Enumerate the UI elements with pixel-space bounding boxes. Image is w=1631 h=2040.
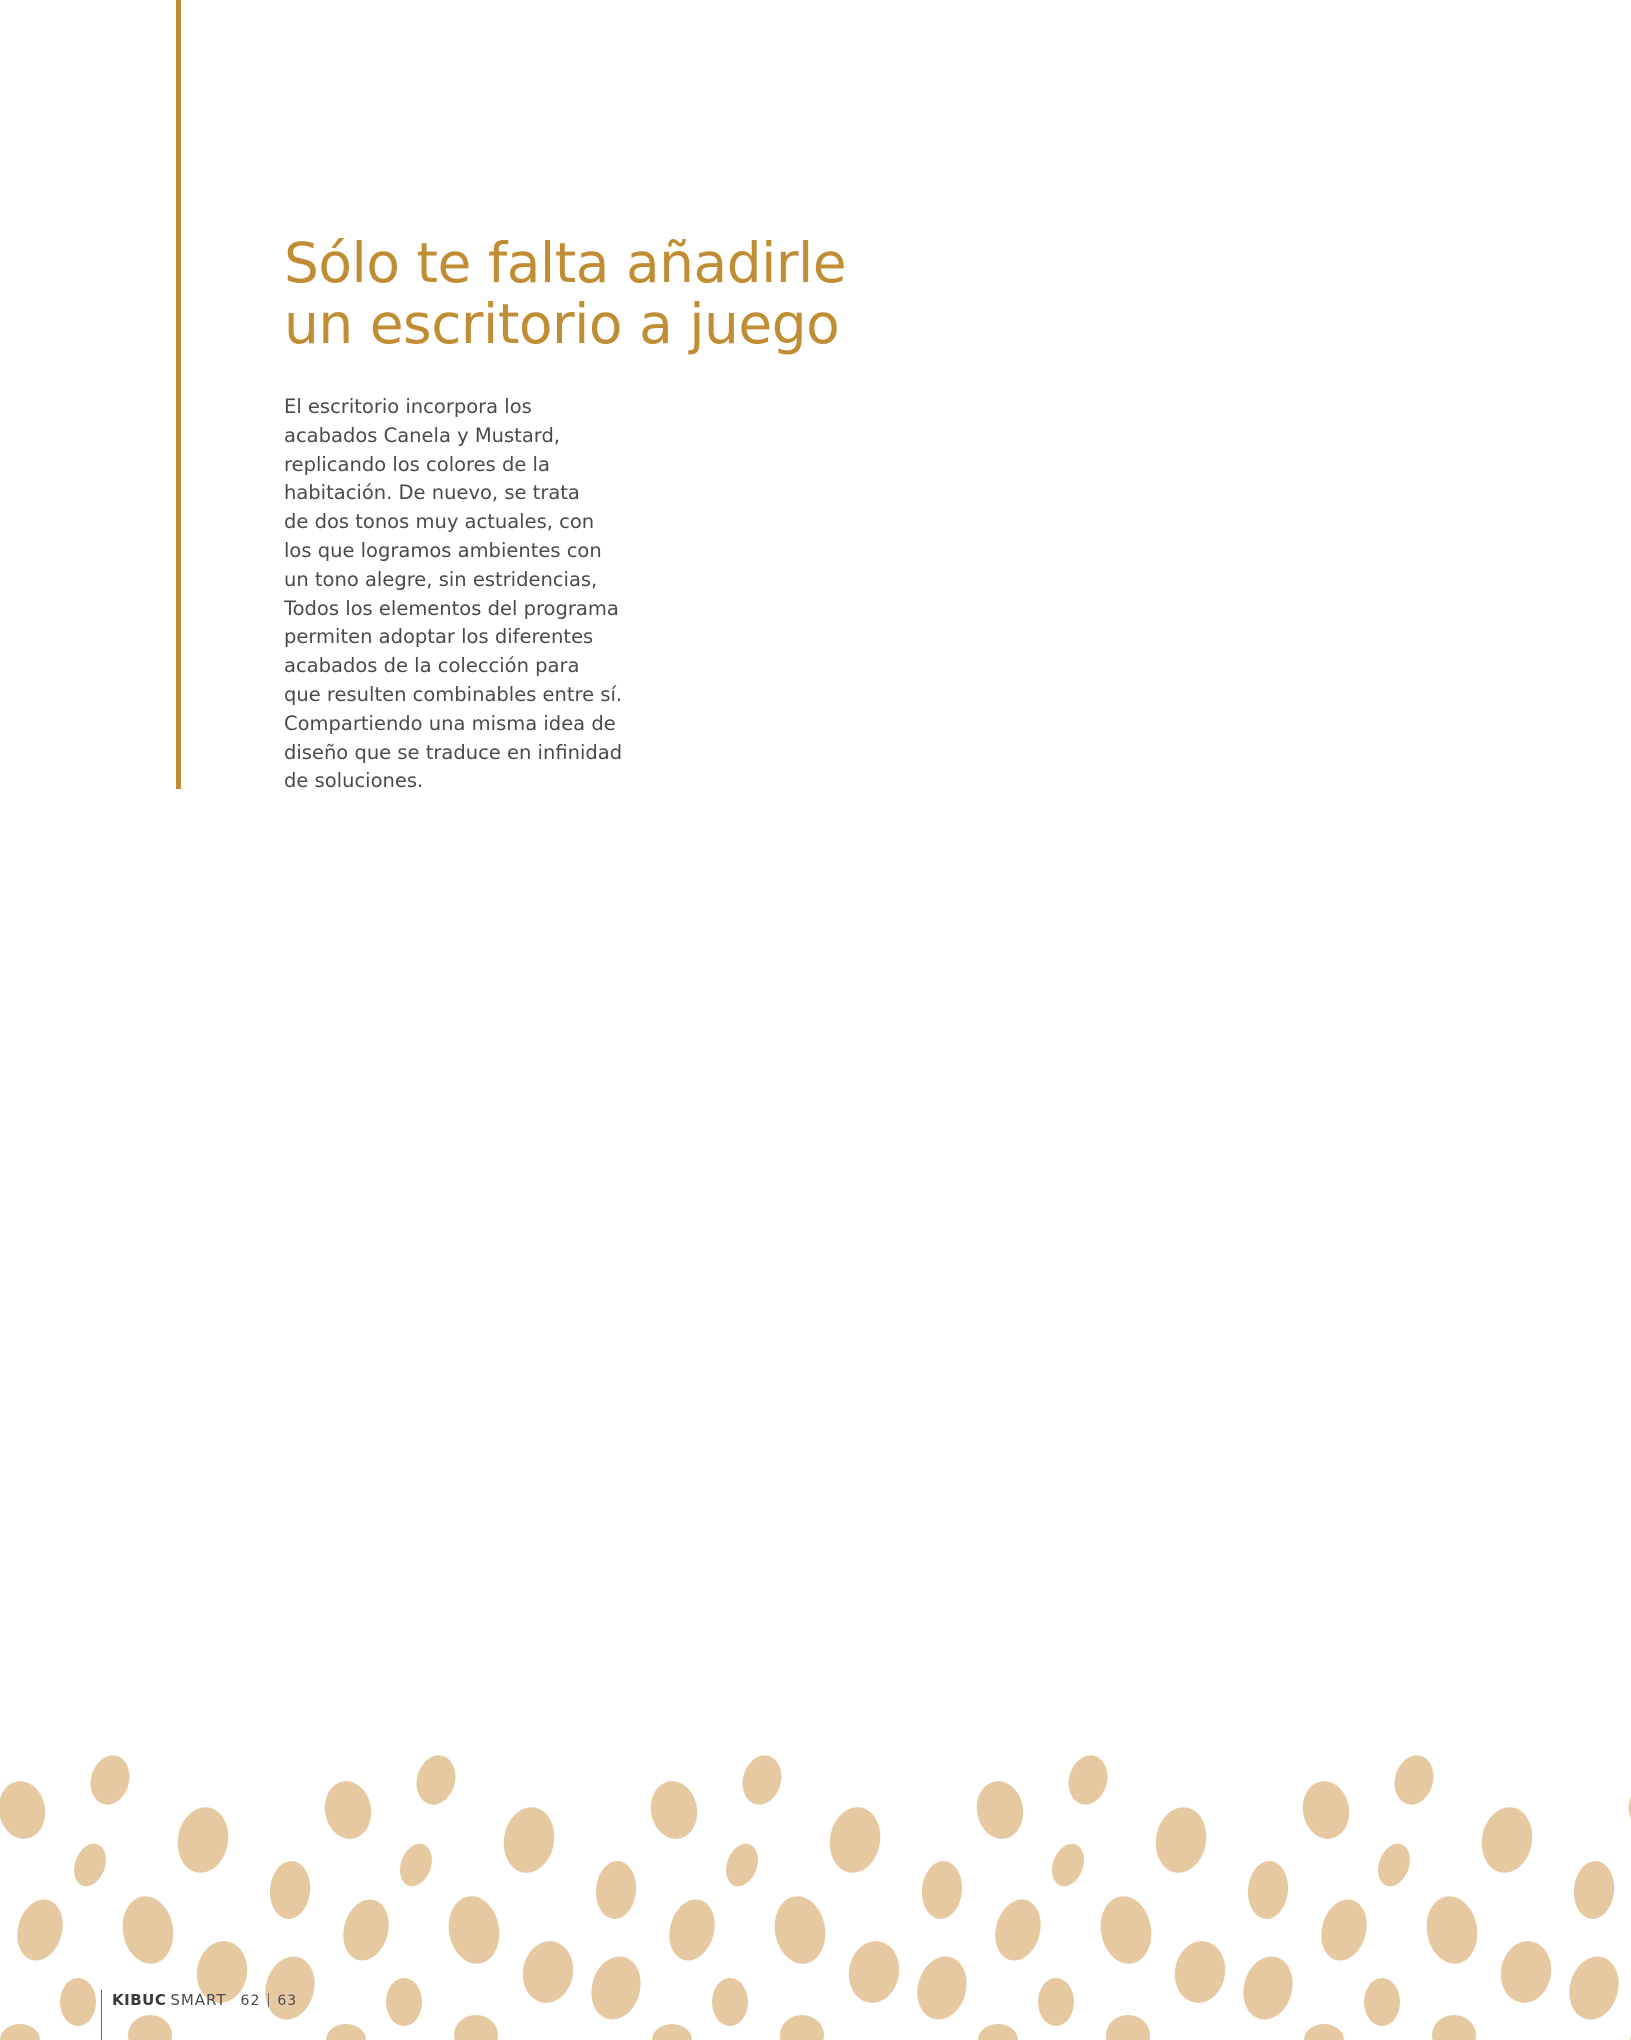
decorative-dot: [720, 1839, 763, 1891]
heading-line-2: un escritorio a juego: [284, 292, 840, 356]
decorative-dot: [443, 1892, 504, 1968]
decorative-dot: [920, 1859, 965, 1920]
page-heading: [284, 233, 846, 355]
decorative-dot: [780, 2015, 824, 2040]
decorative-dot: [411, 1751, 461, 1809]
page-number-divider: [268, 1993, 269, 2007]
decorative-dot: [1063, 1751, 1113, 1809]
decorative-dot: [1372, 1839, 1415, 1891]
decorative-dot: [1106, 2015, 1150, 2040]
footer-product: SMART: [170, 1991, 227, 2009]
decorative-dot: [1095, 1892, 1156, 1968]
accent-vertical-rule: [176, 0, 181, 789]
decorative-dot: [1170, 1937, 1230, 2007]
decorative-dot: [1432, 2015, 1476, 2040]
decorative-dot: [386, 1978, 422, 2026]
decorative-dot: [594, 1859, 639, 1920]
decorative-dot: [1477, 1803, 1538, 1877]
page-numbers: [241, 1993, 298, 2009]
decorative-dot: [1572, 1859, 1617, 1920]
decorative-dot: [1046, 1839, 1089, 1891]
decorative-dot: [1246, 1859, 1291, 1920]
page-number-left: 62: [240, 1993, 261, 2009]
decorative-dot: [68, 1839, 111, 1891]
decorative-dot: [1038, 1978, 1074, 2026]
page-number-right: 63: [277, 1993, 298, 2009]
body-line: diseño que se traduce en infinidad: [284, 740, 623, 764]
body-line: acabados de la colección para: [284, 654, 580, 678]
decorative-dot: [1421, 1892, 1482, 1968]
decorative-dot: [652, 2024, 692, 2040]
body-line: permiten adoptar los diferentes: [284, 625, 594, 649]
decorative-dot: [1298, 1777, 1353, 1842]
body-line: un tono alegre, sin estridencias,: [284, 567, 598, 591]
decorative-dot: [1624, 1777, 1631, 1842]
decorative-dot: [268, 1859, 313, 1920]
body-line: de soluciones.: [284, 769, 424, 793]
decorative-dot: [911, 1951, 974, 2025]
decorative-dot: [1304, 2024, 1344, 2040]
decorative-dot: [712, 1978, 748, 2026]
decorative-dot: [1496, 1937, 1556, 2007]
body-line: Compartiendo una misma idea de: [284, 711, 616, 735]
body-line: habitación. De nuevo, se trata: [284, 481, 580, 505]
decorative-dot: [978, 2024, 1018, 2040]
decorative-dot: [85, 1751, 135, 1809]
decorative-dot: [585, 1951, 648, 2025]
body-line: que resulten combinables entre sí.: [284, 682, 623, 706]
decorative-dot: [1237, 1951, 1300, 2025]
decorative-dot: [1563, 1951, 1626, 2025]
decorative-dot: [646, 1777, 701, 1842]
decorative-dot: [1151, 1803, 1212, 1877]
decorative-dot: [499, 1803, 560, 1877]
decorative-dot: [1364, 1978, 1400, 2026]
decorative-dot: [11, 1894, 70, 1965]
decorative-dot: [769, 1892, 830, 1968]
decorative-dot: [518, 1937, 578, 2007]
decorative-dot: [1315, 1894, 1374, 1965]
decorative-dot: [173, 1803, 234, 1877]
decorative-dot: [844, 1937, 904, 2007]
body-paragraph: [284, 393, 664, 796]
decorative-dot: [394, 1839, 437, 1891]
body-line: replicando los colores de la: [284, 452, 550, 476]
decorative-dot: [989, 1894, 1048, 1965]
decorative-dot: [737, 1751, 787, 1809]
body-line: El escritorio incorpora los: [284, 395, 532, 418]
decorative-dot: [663, 1894, 722, 1965]
decorative-dot: [117, 1892, 178, 1968]
decorative-dot: [337, 1894, 396, 1965]
decorative-dot: [454, 2015, 498, 2040]
decorative-dot: [825, 1803, 886, 1877]
footer-brand: KIBUC: [112, 1991, 167, 2009]
page-footer: [101, 1990, 297, 2040]
body-line: de dos tonos muy actuales, con: [284, 510, 595, 534]
body-line: acabados Canela y Mustard,: [284, 423, 561, 447]
decorative-dot: [320, 1777, 375, 1842]
decorative-dot: [326, 2024, 366, 2040]
decorative-dot: [0, 1777, 50, 1842]
heading-line-1: Sólo te falta añadirle: [284, 231, 847, 295]
decorative-dot: [1389, 1751, 1439, 1809]
body-line: los que logramos ambientes con: [284, 538, 602, 562]
decorative-dot: [972, 1777, 1027, 1842]
decorative-dot: [60, 1978, 96, 2026]
decorative-dot: [0, 2024, 40, 2040]
body-line: Todos los elementos del programa: [284, 596, 619, 620]
